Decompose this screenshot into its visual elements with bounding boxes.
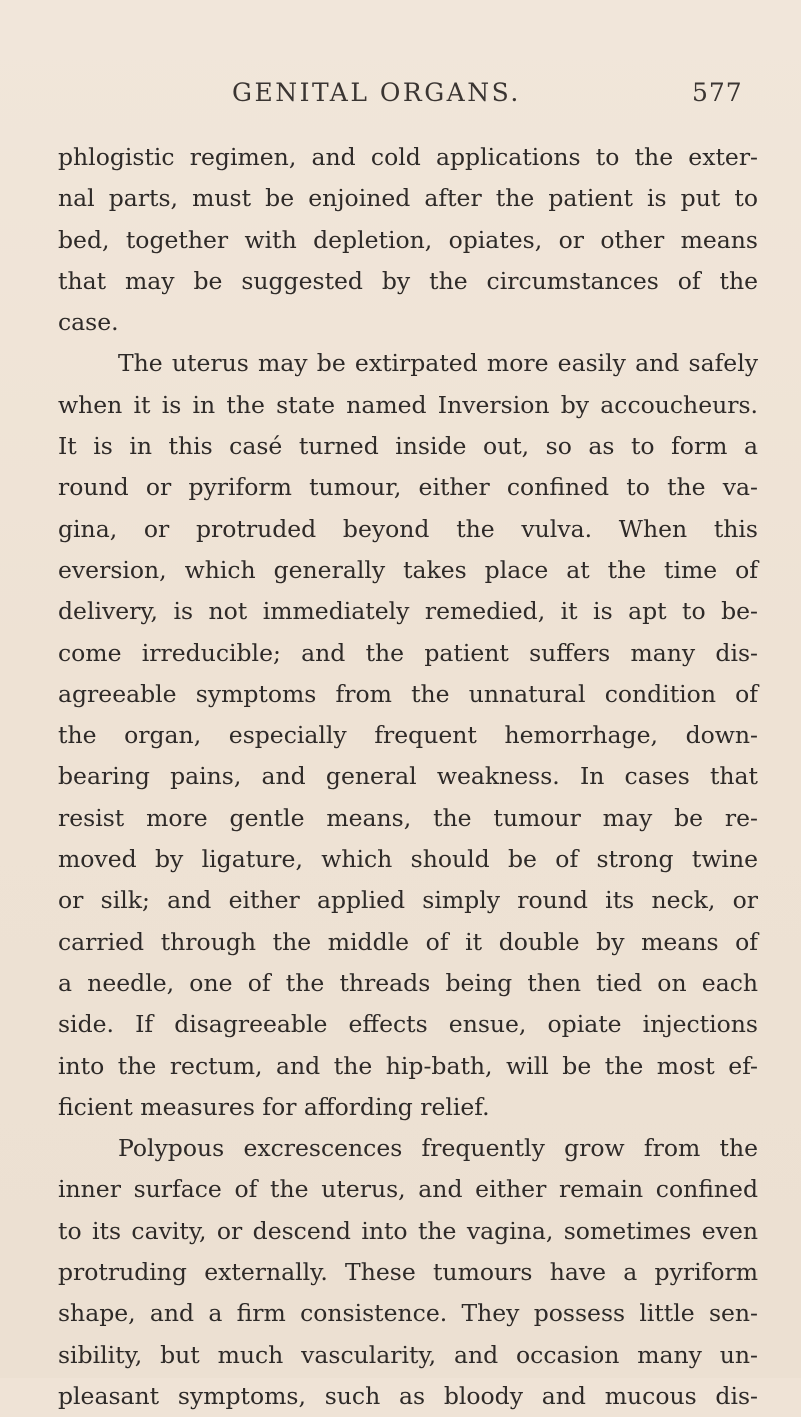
- text-line: phlogistic regimen, and cold applications to the exter-: [58, 143, 758, 171]
- page-number: 577: [692, 78, 743, 107]
- text-line: protruding externally. These tumours have a pyriform: [58, 1258, 758, 1287]
- text-line: case.: [58, 308, 119, 337]
- text-line: side. If disagreeable effects ensue, opiate injections: [58, 1010, 758, 1039]
- text-line: The uterus may be extirpated more easily and safely: [118, 349, 758, 378]
- text-line: sibility, but much vascularity, and occasion many un-: [58, 1340, 758, 1369]
- text-line: inner surface of the uterus, and either remain confined: [58, 1175, 758, 1204]
- text-line: to its cavity, or descend into the vagina, sometimes even: [58, 1216, 758, 1245]
- text-line: delivery, is not immediately remedied, it is apt to be-: [58, 597, 758, 626]
- text-line: nal parts, must be enjoined after the patient is put to: [58, 184, 758, 213]
- text-line: round or pyriform tumour, either confined to the va-: [58, 473, 758, 502]
- text-line: pleasant symptoms, such as bloody and mucous dis-: [58, 1381, 758, 1410]
- text-line: into the rectum, and the hip-bath, will be the most ef-: [58, 1051, 758, 1080]
- text-line: the organ, especially frequent hemorrhage, down-: [58, 721, 758, 750]
- running-head: GENITAL ORGANS.: [232, 78, 521, 107]
- text-line: resist more gentle means, the tumour may be re-: [58, 803, 758, 832]
- text-line: carried through the middle of it double by means of: [58, 927, 758, 956]
- text-line: Polypous excrescences frequently grow from the: [118, 1134, 758, 1163]
- text-line: It is in this casé turned inside out, so as to form a: [58, 432, 758, 461]
- text-line: that may be suggested by the circumstances of the: [58, 266, 758, 295]
- text-line: gina, or protruded beyond the vulva. When this: [58, 514, 758, 543]
- text-line: or silk; and either applied simply round its neck, or: [58, 886, 758, 915]
- text-line: eversion, which generally takes place at the time of: [58, 555, 758, 584]
- text-line: shape, and a firm consistence. They possess little sen-: [58, 1299, 758, 1328]
- text-line: bed, together with depletion, opiates, or other means: [58, 225, 758, 254]
- text-line: bearing pains, and general weakness. In cases that: [58, 762, 758, 791]
- body-text: [58, 137, 758, 1417]
- text-line: when it is in the state named Inversion by accoucheurs.: [58, 390, 758, 419]
- text-line: moved by ligature, which should be of strong twine: [58, 845, 758, 874]
- page-header: [0, 78, 801, 118]
- text-line: a needle, one of the threads being then tied on each: [58, 968, 758, 997]
- text-line: agreeable symptoms from the unnatural condition of: [58, 679, 758, 708]
- text-line: ficient measures for affording relief.: [58, 1092, 490, 1121]
- text-line: come irreducible; and the patient suffers many dis-: [58, 638, 758, 667]
